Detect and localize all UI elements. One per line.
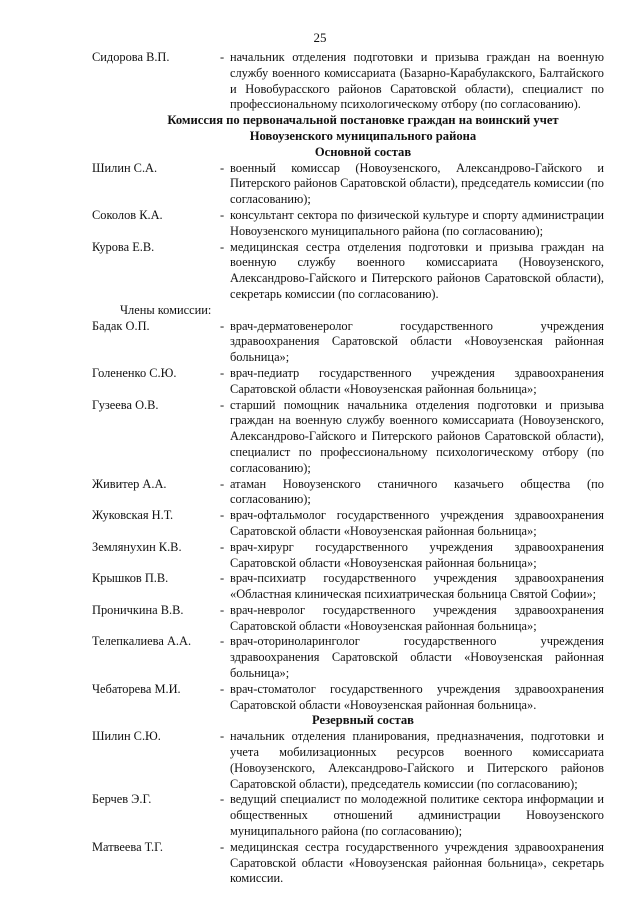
member-row xyxy=(92,161,604,208)
reserve-section-title: Резервный состав xyxy=(312,713,414,728)
member-row xyxy=(92,840,604,887)
member-description: медицинская сестра государственного учреждения здравоохранения Саратовской области «Новоузенская районная больница», секретарь комиссии. xyxy=(230,839,604,886)
member-description: медицинская сестра отделения подготовки и призыва граждан на военную службу военного комиссариата (Новоузенского, Александрово-Гайского и Питерского районов Саратовской области), секретарь комиссии (по согласованию). xyxy=(230,239,604,301)
member-dash: - xyxy=(220,397,225,412)
member-dash: - xyxy=(220,539,225,554)
member-description: начальник отделения подготовки и призыва граждан на военную службу военного комиссариата (Базарно-Карабулакского, Балтайского и Новобурасского районов Саратовской области), специалист по профессиональному психологическому отбору (по согласованию). xyxy=(230,50,604,112)
member-name: Голененко С.Ю. xyxy=(92,365,177,380)
member-row xyxy=(92,398,604,477)
member-description: врач-хирург государственного учреждения здравоохранения Саратовской области «Новоузенская районная больница»; xyxy=(230,539,604,570)
member-name: Матвеева Т.Г. xyxy=(92,839,163,854)
member-description: консультант сектора по физической культуре и спорту администрации Новоузенского муниципального района (по согласованию); xyxy=(230,207,604,238)
member-dash: - xyxy=(220,365,225,380)
page-number: 25 xyxy=(313,30,327,45)
member-name: Проничкина В.В. xyxy=(92,602,184,617)
district-title: Новоузенского муниципального района xyxy=(249,128,477,143)
member-name: Крышков П.В. xyxy=(92,571,169,586)
member-dash: - xyxy=(220,50,225,64)
member-dash: - xyxy=(220,571,225,586)
member-row xyxy=(92,508,604,540)
member-name: Шилин С.А. xyxy=(92,160,158,175)
member-name: Землянухин К.В. xyxy=(92,539,182,554)
member-row xyxy=(92,603,604,635)
member-dash: - xyxy=(220,239,225,254)
member-name: Чебаторева М.И. xyxy=(92,681,181,696)
member-description: старший помощник начальника отделения подготовки и призыва граждан на военную службу военного комиссариата (Новоузенского, Александрово-Гайского и Питерского районов Саратовской области), специалист по профессиональному психологическому отбору (по согласованию); xyxy=(230,397,604,475)
member-row xyxy=(92,682,604,714)
member-description: врач-офтальмолог государственного учреждения здравоохранения Саратовской области «Новоузенская районная больница»; xyxy=(230,508,604,538)
member-name: Берчев Э.Г. xyxy=(92,792,152,807)
member-name: Сидорова В.П. xyxy=(92,50,170,64)
main-section-title: Основной состав xyxy=(314,144,412,159)
member-description: врач-педиатр государственного учреждения здравоохранения Саратовской области «Новоузенская районная больница»; xyxy=(230,365,604,396)
member-name: Телепкалиева А.А. xyxy=(92,634,192,649)
member-name: Жуковская Н.Т. xyxy=(92,508,174,523)
member-name: Соколов К.А. xyxy=(92,207,163,222)
member-row xyxy=(92,729,604,792)
commission-members-list xyxy=(92,319,604,714)
member-row xyxy=(92,792,604,839)
commission-title: Комиссия по первоначальной постановке граждан на воинский учет xyxy=(167,113,559,128)
member-description: врач-невролог государственного учреждения здравоохранения Саратовской области «Новоузенская районная больница»; xyxy=(230,602,604,633)
members-label: Члены комиссии: xyxy=(120,302,212,317)
member-row xyxy=(92,319,604,366)
member-description: врач-психиатр государственного учреждения здравоохранения «Областная клиническая психиатрическая больница Святой Софии»; xyxy=(230,571,604,602)
member-dash: - xyxy=(220,792,225,807)
member-name: Бадак О.П. xyxy=(92,318,150,333)
member-row xyxy=(92,208,604,240)
member-description: начальник отделения планирования, предназначения, подготовки и учета мобилизационных ресурсов военного комиссариата (Новоузенского, Александрово-Гайского и Питерского районов Саратовской области), председатель комиссии (по согласованию); xyxy=(230,729,604,791)
member-row xyxy=(92,540,604,572)
member-dash: - xyxy=(220,681,225,696)
reserve-members-list xyxy=(92,729,604,887)
member-row xyxy=(92,240,604,303)
document-body xyxy=(92,50,604,887)
member-description: атаман Новоузенского станичного казачьего общества (по согласованию); xyxy=(230,476,604,507)
member-row xyxy=(92,477,604,509)
member-dash: - xyxy=(220,160,225,175)
member-row xyxy=(92,634,604,681)
member-name: Шилин С.Ю. xyxy=(92,729,161,744)
main-members-list xyxy=(92,161,604,303)
member-dash: - xyxy=(220,839,225,854)
top-entry xyxy=(92,50,604,113)
member-description: ведущий специалист по молодежной политике сектора информации и общественных отношений администрации Новоузенского муниципального района (по согласованию); xyxy=(230,792,604,839)
member-row xyxy=(92,366,604,398)
member-description: военный комиссар (Новоузенского, Александрово-Гайского и Питерского районов Саратовской области), председатель комиссии (по согласованию); xyxy=(230,160,604,207)
member-name: Живитер А.А. xyxy=(92,476,167,491)
member-name: Гузеева О.В. xyxy=(92,397,159,412)
member-dash: - xyxy=(220,207,225,222)
member-dash: - xyxy=(220,634,225,649)
member-dash: - xyxy=(220,508,225,523)
member-name: Курова Е.В. xyxy=(92,239,155,254)
member-dash: - xyxy=(220,729,225,744)
member-dash: - xyxy=(220,318,225,333)
member-description: врач-стоматолог государственного учреждения здравоохранения Саратовской области «Новоузенская районная больница». xyxy=(230,681,604,712)
member-dash: - xyxy=(220,476,225,491)
member-description: врач-оториноларинголог государственного учреждения здравоохранения Саратовской области «Новоузенская районная больница»; xyxy=(230,634,604,681)
member-row xyxy=(92,571,604,603)
member-dash: - xyxy=(220,602,225,617)
member-description: врач-дерматовенеролог государственного учреждения здравоохранения Саратовской области «Новоузенская районная больница»; xyxy=(230,318,604,365)
